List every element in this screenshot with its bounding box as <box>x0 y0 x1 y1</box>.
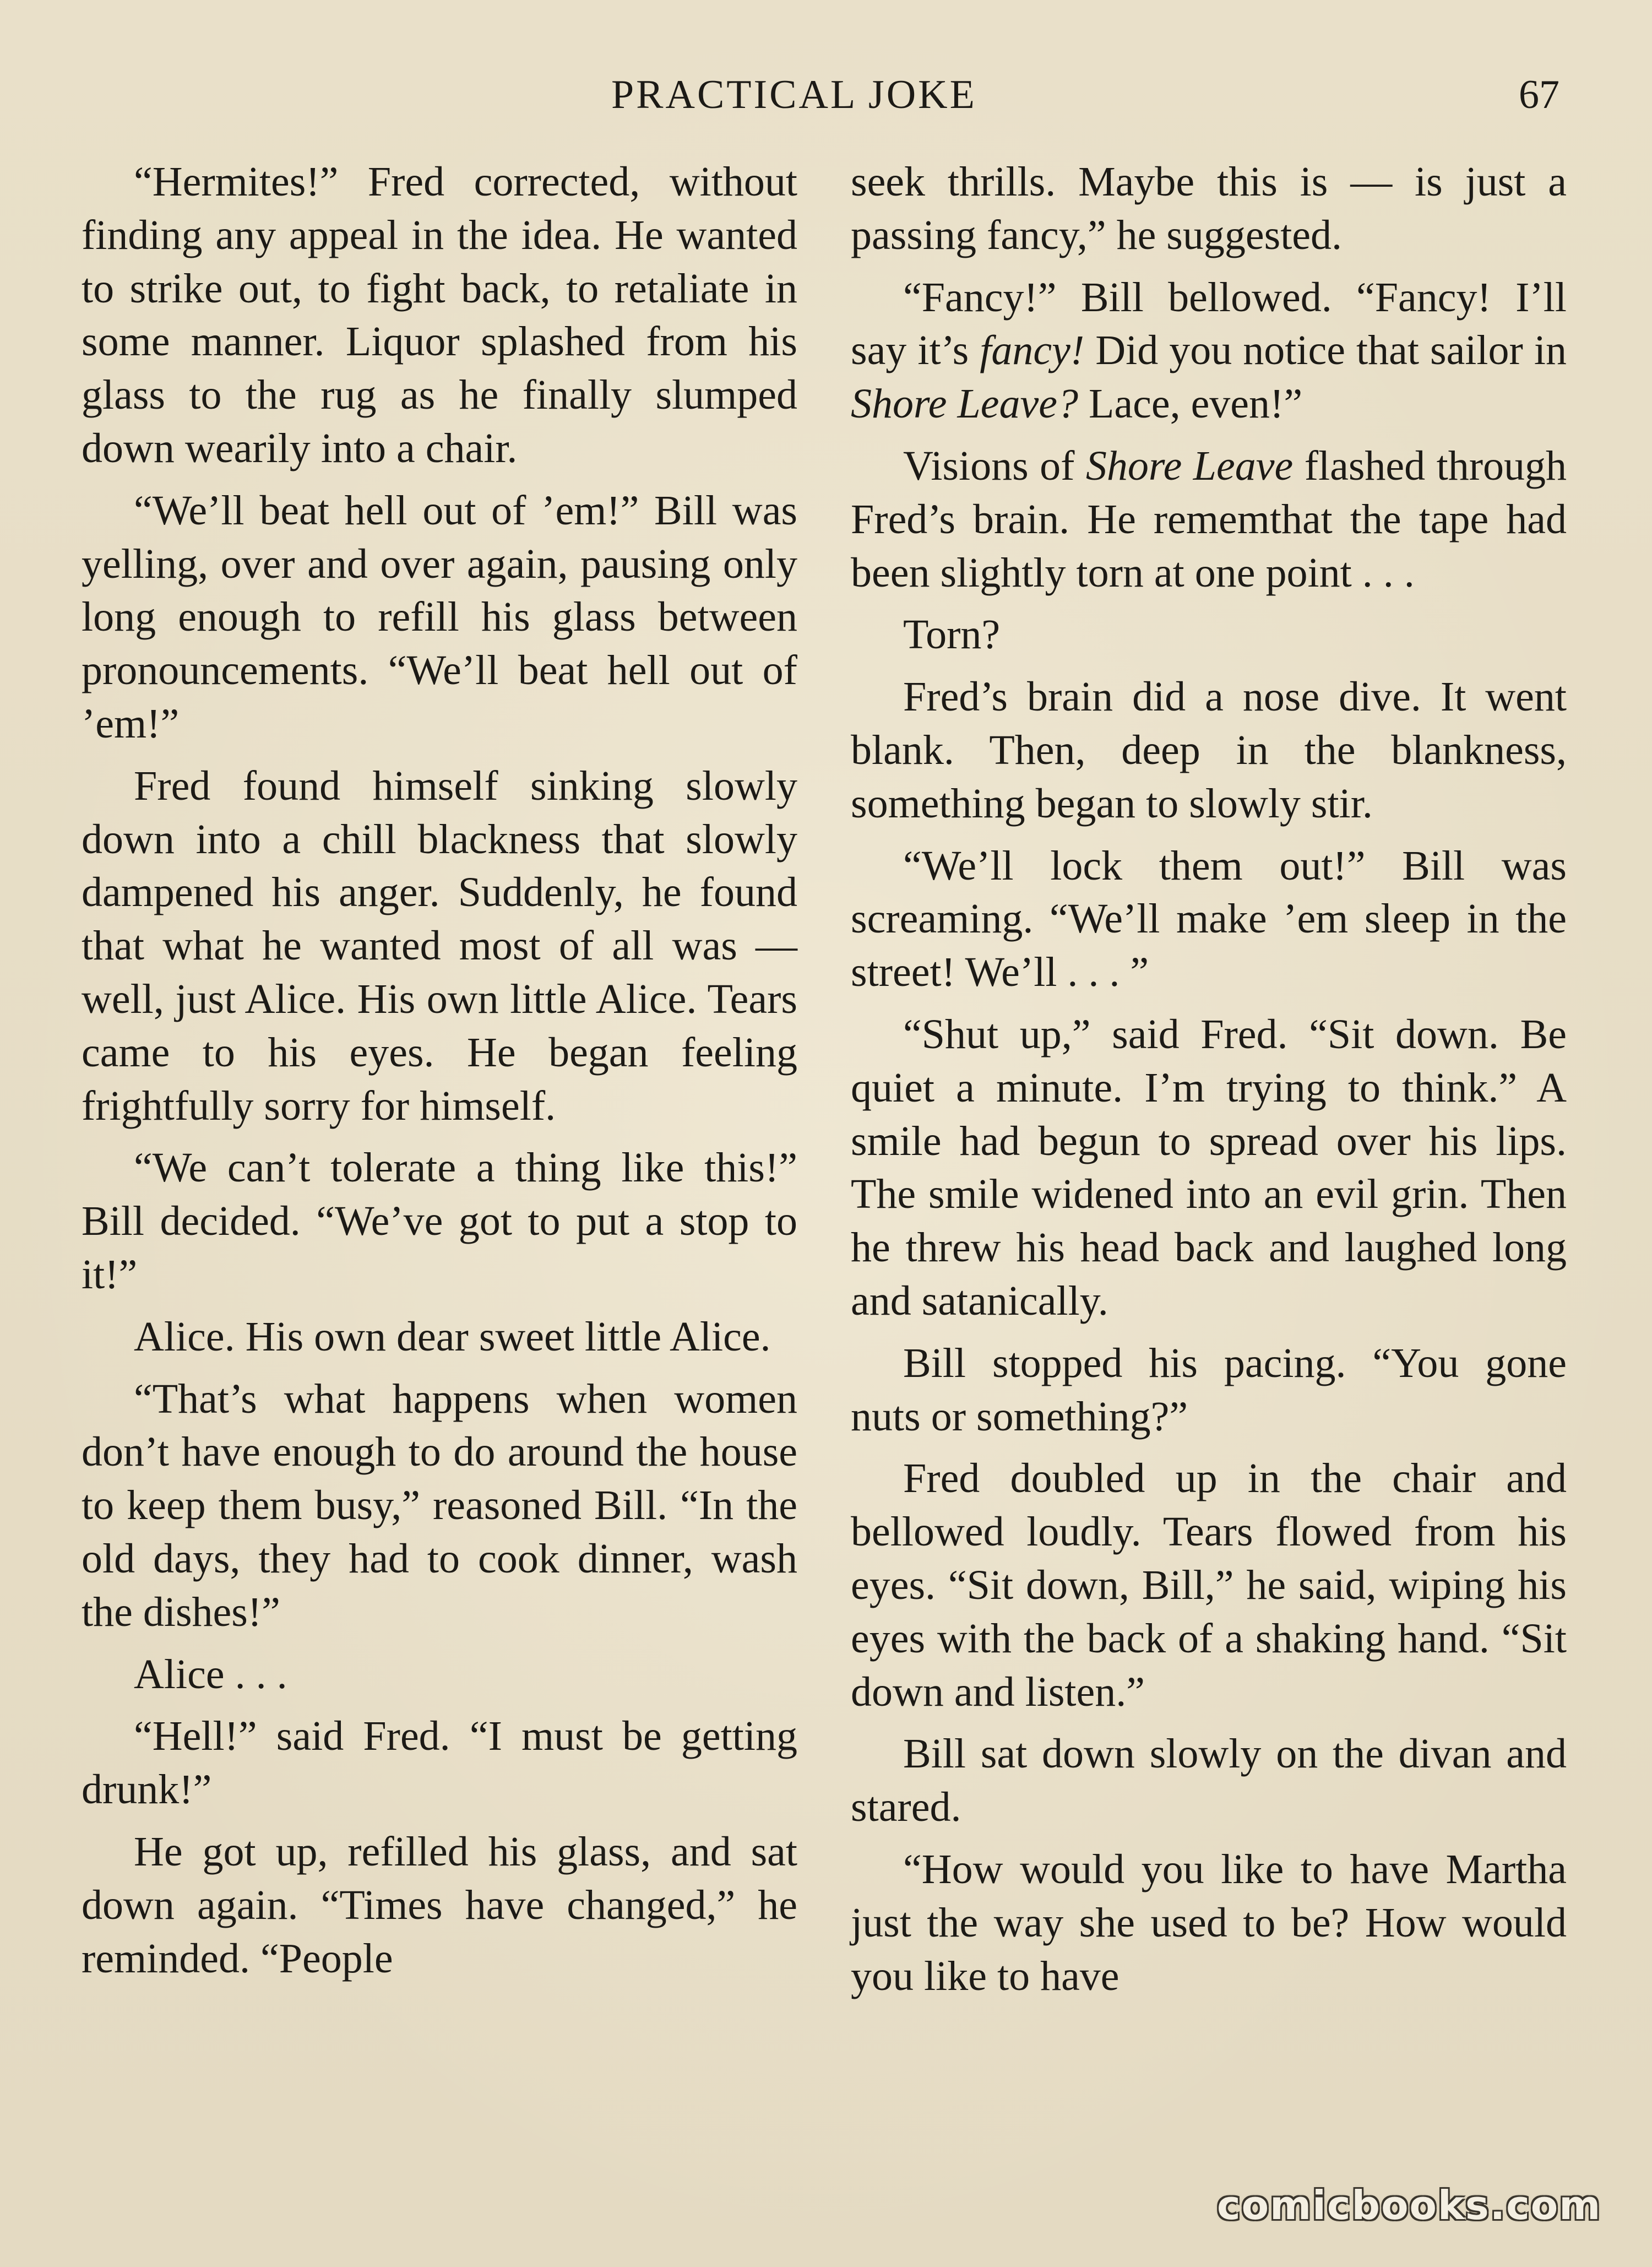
right-text-column <box>851 155 1567 2011</box>
italic-text: fancy! <box>980 327 1085 374</box>
paragraph: “We’ll lock them out!” Bill was screaming. “We’ll make ’em sleep in the street! We’ll . . . ” <box>851 842 1567 996</box>
text-run: Visions of <box>903 442 1086 489</box>
paragraph: “We’ll beat hell out of ’em!” Bill was yelling, over and over again, pausing only long enough to refill his glass between pronouncements. “We’ll beat hell out of ’em!” <box>81 487 797 747</box>
text-run: Lace, even!” <box>1078 381 1303 427</box>
paragraph: Bill sat down slowly on the divan and stared. <box>851 1731 1567 1831</box>
paragraph: He got up, refilled his glass, and sat down again. “Times have changed,” he reminded. “People <box>81 1828 797 1982</box>
left-text-column <box>81 155 797 1994</box>
paragraph: “How would you like to have Martha just the way she used to be? How would you like to have <box>851 1846 1567 1999</box>
paragraph: “Hermites!” Fred corrected, without finding any appeal in the idea. He wanted to strike out, to fight back, to retaliate in some manner. Liquor splashed from his glass to the rug as he finally slumped down wearily into a chair. <box>81 159 797 471</box>
paragraph: Alice . . . <box>134 1651 287 1697</box>
paragraph: Fred found himself sinking slowly down into a chill blackness that slowly dampened his anger. Suddenly, he found that what he wanted most of all was — well, just Alice. His own little Alice. Tears came to his eyes. He began feeling frightfully sorry for himself. <box>81 762 797 1129</box>
page-header <box>0 72 1652 132</box>
paragraph: Alice. His own dear sweet little Alice. <box>134 1313 771 1360</box>
page-number: 67 <box>1519 72 1559 117</box>
paragraph <box>851 440 1567 599</box>
paragraph: “That’s what happens when women don’t have enough to do around the house to keep them busy,” reasoned Bill. “In the old days, they had to cook dinner, wash the dishes!” <box>81 1375 797 1635</box>
paragraph: “Shut up,” said Fred. “Sit down. Be quiet a minute. I’m trying to think.” A smile had begun to spread over his lips. The smile widened into an evil grin. Then he threw his head back and laughed long and satanically. <box>851 1011 1567 1324</box>
italic-title: Shore Leave <box>1085 442 1294 489</box>
text-run: Did you notice that sailor in <box>1084 327 1567 374</box>
paragraph: Fred doubled up in the chair and bellowed loudly. Tears flowed from his eyes. “Sit down, Bill,” he said, wiping his eyes with the back of a shaking hand. “Sit down and listen.” <box>851 1455 1567 1715</box>
paragraph <box>851 271 1567 431</box>
paragraph: Torn? <box>903 611 1001 658</box>
paragraph: Fred’s brain did a nose dive. It went blank. Then, deep in the blankness, something began to slowly stir. <box>851 674 1567 827</box>
paragraph: “Hell!” said Fred. “I must be getting drunk!” <box>81 1713 797 1813</box>
text-run: flashed through Fred’s brain. He rememthat the tape had been slightly torn at one point . . . <box>851 442 1567 596</box>
text-run: “Fancy!” Bill bellowed. “Fancy! I’ll say it’s <box>851 274 1567 374</box>
site-watermark: comicbooks.com <box>1217 2182 1602 2228</box>
continued-paragraph: seek thrills. Maybe this is — is just a passing fancy,” he suggested. <box>851 159 1567 258</box>
paragraph: Bill stopped his pacing. “You gone nuts or something?” <box>851 1339 1567 1440</box>
paragraph: “We can’t tolerate a thing like this!” Bill decided. “We’ve got to put a stop to it!” <box>81 1145 797 1298</box>
italic-title: Shore Leave? <box>851 381 1078 427</box>
running-title: PRACTICAL JOKE <box>611 72 977 117</box>
